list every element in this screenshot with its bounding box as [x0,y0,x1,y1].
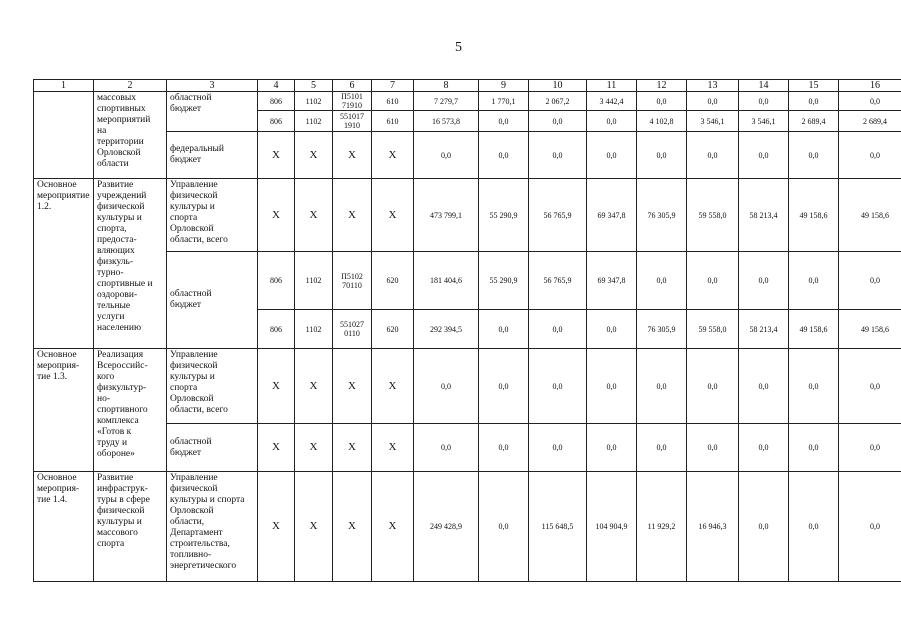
value-cell: 0,0 [587,349,637,424]
value-cell: 0,0 [739,252,789,310]
value-cell: 59 558,0 [687,179,739,252]
value-cell: 16 946,3 [687,472,739,582]
value-cell: 0,0 [479,472,529,582]
budget-table [33,79,901,582]
value-cell: 7 279,7 [414,92,479,111]
value-cell: 58 213,4 [739,179,789,252]
csr-code: 551027 0110 [333,310,372,349]
value-cell: 0,0 [839,132,901,179]
funding-source: федеральный бюджет [167,132,258,179]
value-cell: 58 213,4 [739,310,789,349]
value-cell: 0,0 [637,92,687,111]
header-cell: 15 [789,80,839,92]
header-cell: 12 [637,80,687,92]
value-cell: 292 394,5 [414,310,479,349]
vr-code: X [372,179,414,252]
header-cell: 16 [839,80,901,92]
funding-source: Управление физической культуры и спорта Орловской области, всего [167,179,258,252]
value-cell: 0,0 [789,132,839,179]
value-cell: 3 546,1 [739,111,789,132]
value-cell: 0,0 [479,349,529,424]
value-cell: 3 546,1 [687,111,739,132]
header-cell: 11 [587,80,637,92]
value-cell: 0,0 [789,252,839,310]
rzpr-code: 1102 [295,92,333,111]
value-cell: 0,0 [789,472,839,582]
value-cell: 0,0 [587,424,637,472]
table-row [34,349,901,424]
value-cell: 0,0 [739,132,789,179]
header-cell: 13 [687,80,739,92]
grbs-code: 806 [258,111,295,132]
value-cell: 16 573,8 [414,111,479,132]
grbs-code: 806 [258,252,295,310]
value-cell: 0,0 [479,424,529,472]
rzpr-code: 1102 [295,111,333,132]
grbs-code: X [258,472,295,582]
header-cell: 10 [529,80,587,92]
value-cell: 0,0 [587,310,637,349]
header-cell: 1 [34,80,94,92]
value-cell: 0,0 [479,111,529,132]
measure-number: Основное мероприятие 1.2. [34,179,94,349]
funding-source: областной бюджет [167,252,258,349]
value-cell: 0,0 [687,132,739,179]
table-row [34,179,901,252]
rzpr-code: X [295,424,333,472]
value-cell: 0,0 [529,310,587,349]
value-cell: 49 158,6 [789,179,839,252]
value-cell: 0,0 [687,252,739,310]
value-cell: 2 689,4 [839,111,901,132]
value-cell: 0,0 [839,424,901,472]
value-cell: 0,0 [587,132,637,179]
value-cell: 2 689,4 [789,111,839,132]
csr-code: 551017 1910 [333,111,372,132]
grbs-code: X [258,424,295,472]
value-cell: 115 648,5 [529,472,587,582]
value-cell: 0,0 [839,92,901,111]
value-cell: 0,0 [789,349,839,424]
vr-code: X [372,132,414,179]
value-cell: 3 442,4 [587,92,637,111]
header-cell: 5 [295,80,333,92]
vr-code: 620 [372,310,414,349]
measure-description: Развитие инфраструк- туры в сфере физической культуры и массового спорта [94,472,167,582]
value-cell: 0,0 [687,349,739,424]
value-cell: 0,0 [414,132,479,179]
vr-code: X [372,472,414,582]
table-row [34,472,901,582]
value-cell: 69 347,8 [587,179,637,252]
funding-source: областной бюджет [167,92,258,132]
value-cell: 49 158,6 [839,310,901,349]
grbs-code: 806 [258,92,295,111]
value-cell: 0,0 [414,349,479,424]
header-cell: 8 [414,80,479,92]
funding-source: Управление физической культуры и спорта Орловской области, всего [167,349,258,424]
header-cell: 2 [94,80,167,92]
grbs-code: X [258,132,295,179]
header-cell: 4 [258,80,295,92]
value-cell: 4 102,8 [637,111,687,132]
header-cell: 6 [333,80,372,92]
header-cell: 9 [479,80,529,92]
value-cell: 181 404,6 [414,252,479,310]
value-cell: 0,0 [529,111,587,132]
value-cell: 0,0 [479,132,529,179]
csr-code: X [333,424,372,472]
value-cell: 0,0 [687,92,739,111]
value-cell: 249 428,9 [414,472,479,582]
value-cell: 56 765,9 [529,179,587,252]
value-cell: 0,0 [479,310,529,349]
csr-code: П5102 70110 [333,252,372,310]
page-number: 5 [455,40,462,55]
value-cell: 2 067,2 [529,92,587,111]
header-cell: 3 [167,80,258,92]
value-cell: 0,0 [839,252,901,310]
measure-number: Основное мероприя- тие 1.4. [34,472,94,582]
csr-code: X [333,472,372,582]
value-cell: 49 158,6 [839,179,901,252]
value-cell: 0,0 [739,349,789,424]
csr-code: X [333,349,372,424]
vr-code: 610 [372,111,414,132]
vr-code: X [372,349,414,424]
funding-source: областной бюджет [167,424,258,472]
value-cell: 76 305,9 [637,179,687,252]
measure-description: массовых спортивных мероприятий на территории Орловской области [94,92,167,179]
value-cell: 55 290,9 [479,252,529,310]
value-cell: 59 558,0 [687,310,739,349]
measure-description: Развитие учреждений физической культуры и спорта, предоста- вляющих физкуль- турно- спортивные и оздорови- тельные услуги населению [94,179,167,349]
value-cell: 0,0 [529,424,587,472]
value-cell: 56 765,9 [529,252,587,310]
rzpr-code: X [295,349,333,424]
measure-number: Основное мероприя- тие 1.3. [34,349,94,472]
value-cell: 0,0 [637,132,687,179]
value-cell: 0,0 [839,349,901,424]
vr-code: 610 [372,92,414,111]
value-cell: 0,0 [687,424,739,472]
rzpr-code: X [295,472,333,582]
value-cell: 0,0 [739,424,789,472]
header-cell: 7 [372,80,414,92]
table-row [34,92,901,111]
value-cell: 69 347,8 [587,252,637,310]
value-cell: 0,0 [529,349,587,424]
value-cell: 0,0 [637,252,687,310]
value-cell: 1 770,1 [479,92,529,111]
csr-code: X [333,179,372,252]
rzpr-code: X [295,132,333,179]
value-cell: 473 799,1 [414,179,479,252]
value-cell: 104 904,9 [587,472,637,582]
value-cell: 11 929,2 [637,472,687,582]
value-cell: 0,0 [637,349,687,424]
value-cell: 0,0 [789,424,839,472]
value-cell: 76 305,9 [637,310,687,349]
grbs-code: X [258,349,295,424]
header-row [34,80,901,92]
measure-description: Реализация Всероссийс- кого физкультур- но- спортивного комплекса «Готов к труду и обороне» [94,349,167,472]
header-cell: 14 [739,80,789,92]
grbs-code: X [258,179,295,252]
value-cell: 0,0 [789,92,839,111]
value-cell: 0,0 [839,472,901,582]
value-cell: 0,0 [739,472,789,582]
vr-code: X [372,424,414,472]
value-cell: 49 158,6 [789,310,839,349]
rzpr-code: X [295,179,333,252]
value-cell: 0,0 [739,92,789,111]
csr-code: П5101 71910 [333,92,372,111]
value-cell: 0,0 [587,111,637,132]
grbs-code: 806 [258,310,295,349]
rzpr-code: 1102 [295,252,333,310]
measure-cell [34,92,94,179]
vr-code: 620 [372,252,414,310]
funding-source: Управление физической культуры и спорта Орловской области, Департамент строительства, топливно- энергетического [167,472,258,582]
value-cell: 55 290,9 [479,179,529,252]
value-cell: 0,0 [529,132,587,179]
value-cell: 0,0 [414,424,479,472]
rzpr-code: 1102 [295,310,333,349]
csr-code: X [333,132,372,179]
value-cell: 0,0 [637,424,687,472]
